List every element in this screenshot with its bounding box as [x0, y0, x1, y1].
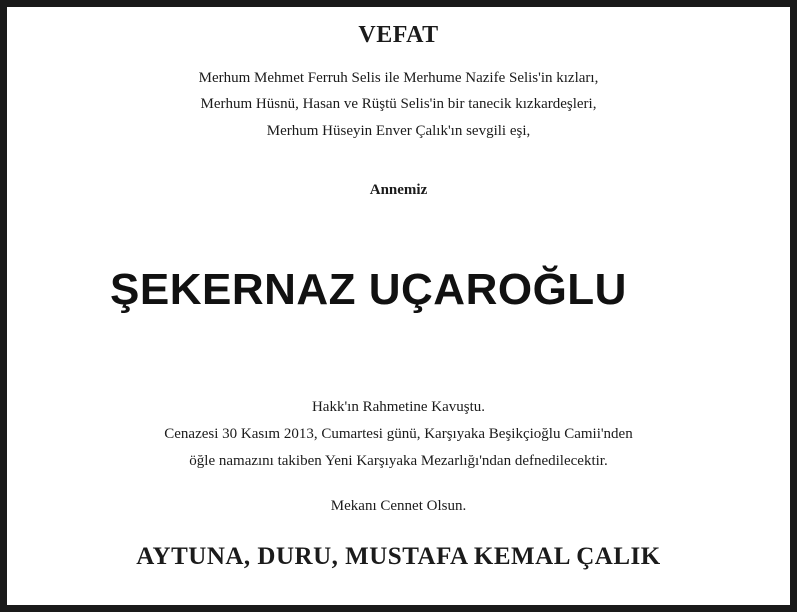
burial-details-line: öğle namazını takiben Yeni Karşıyaka Mezarlığı'ndan defnedilecektir.	[189, 453, 608, 469]
relation-label: Annemiz	[369, 182, 428, 198]
intro-line-parents: Merhum Mehmet Ferruh Selis ile Merhume Nazife Selis'in kızları,	[198, 70, 599, 86]
death-statement: Hakk'ın Rahmetine Kavuştu.	[311, 399, 486, 415]
blessing-line: Mekanı Cennet Olsun.	[330, 498, 467, 514]
deceased-name: ŞEKERNAZ UÇAROĞLU	[110, 265, 627, 314]
intro-line-spouse: Merhum Hüseyin Enver Çalık'ın sevgili eşi,	[266, 123, 531, 139]
funeral-details-line: Cenazesi 30 Kasım 2013, Cumartesi günü, Karşıyaka Beşikçioğlu Camii'nden	[164, 426, 633, 442]
obituary-notice	[7, 7, 790, 605]
notice-title: VEFAT	[358, 22, 439, 48]
family-signature: AYTUNA, DURU, MUSTAFA KEMAL ÇALIK	[136, 543, 661, 570]
intro-line-siblings: Merhum Hüsnü, Hasan ve Rüştü Selis'in bir tanecik kızkardeşleri,	[200, 96, 597, 112]
